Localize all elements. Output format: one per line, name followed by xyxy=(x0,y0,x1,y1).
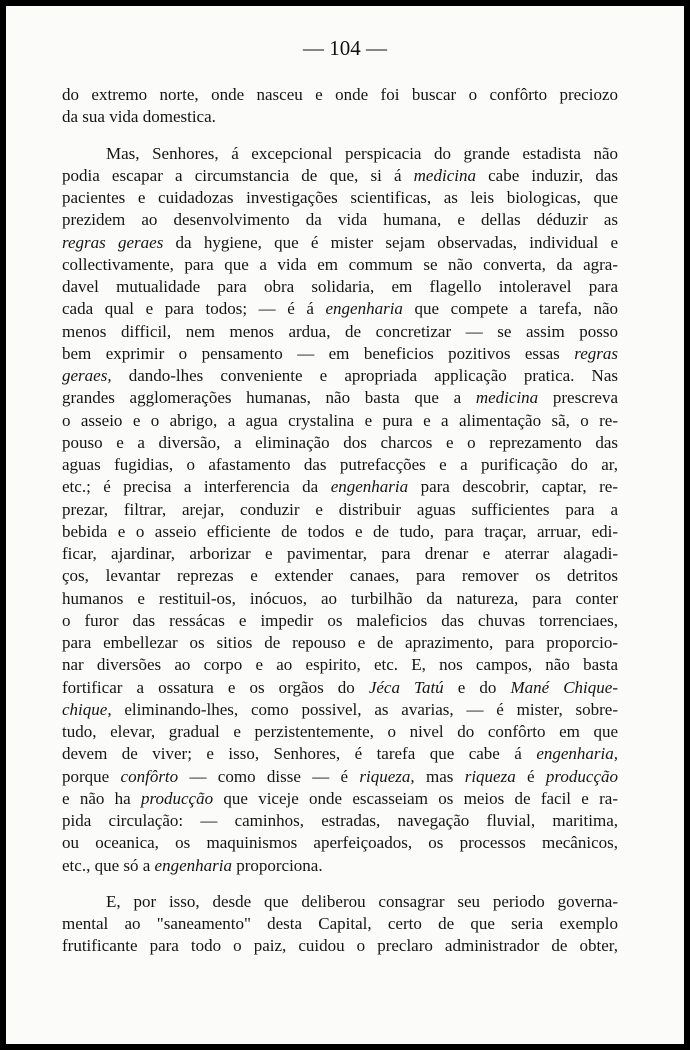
italic-term: riqueza xyxy=(464,766,516,786)
text-segment: dando-lhes conveniente e apropriada applicação pratica. Nas xyxy=(111,366,618,385)
text-line: mental ao "saneamento" desta Capital, certo de que seria exemplo xyxy=(62,914,618,933)
text-segment: e não ha xyxy=(62,788,141,808)
text-segment: proporciona. xyxy=(231,855,323,875)
text-segment: porque xyxy=(62,766,121,786)
text-line: bebida e o asseio efficiente de todos e de tudo, para traçar, arruar, edi- xyxy=(62,521,618,541)
text-line: tudo, elevar, gradual e perzistentemente, o nivel do confôrto em que xyxy=(62,722,618,741)
text-segment: — como disse — é xyxy=(178,766,360,786)
text-line xyxy=(62,232,618,254)
text-line: ou oceanica, os maquinismos aperfeiçoados, os processos mecânicos, xyxy=(62,833,618,853)
text-line: do extremo norte, onde nasceu e onde foi buscar o confôrto preciozo xyxy=(62,85,618,104)
text-line xyxy=(62,743,618,765)
text-line: pouso e a diversão, a eliminação dos charcos e o reprezamento das xyxy=(62,432,618,452)
paragraph-gap xyxy=(62,129,618,143)
italic-term: regras xyxy=(574,343,618,363)
text-line: davel mutualidade para obra solidaria, em flagello intoleravel para xyxy=(62,277,618,296)
italic-term: geraes, xyxy=(62,366,112,385)
italic-term: producção xyxy=(545,766,618,786)
text-segment: mas xyxy=(414,766,465,786)
text-segment: bem exprimir o pensamento — em beneficios pozitivos essas xyxy=(62,343,575,363)
text-segment: etc., que só a xyxy=(62,855,155,875)
text-segment: é xyxy=(515,766,546,786)
text-line: collectivamente, para que a vida em commum se não converta, da agra- xyxy=(62,254,618,274)
text-line: pida circulação: — caminhos, estradas, navegação fluvial, maritima, xyxy=(62,811,618,830)
italic-term: regras geraes xyxy=(62,232,164,252)
paragraph xyxy=(62,143,618,877)
italic-term: engenharia xyxy=(154,855,232,875)
text-line: nar diversões ao corpo e ao espirito, etc. E, nos campos, não basta xyxy=(62,655,618,675)
text-segment: que viceje onde escasseiam os meios de facil e ra- xyxy=(213,788,618,808)
text-line xyxy=(62,298,618,320)
text-segment: devem de viver; e isso, Senhores, é tarefa que cabe á xyxy=(62,744,537,764)
page-number: — 104 — xyxy=(303,36,387,60)
text-line: da sua vida domestica. xyxy=(62,107,216,127)
paragraph-gap xyxy=(62,877,618,891)
text-segment: que compete a tarefa, não xyxy=(402,299,618,319)
text-segment: podia escapar a circumstancia de que, si á xyxy=(62,165,414,185)
text-line: o furor das ressácas e impedir os maleficios das chuvas torrenciaes, xyxy=(62,610,618,630)
text-line: ços, levantar reprezas e extender canaes, para remover os detritos xyxy=(62,566,618,586)
text-segment: cabe induzir, das xyxy=(475,165,618,185)
text-line xyxy=(62,365,618,387)
text-line: humanos e restituil-os, inócuos, ao turbilhão da natureza, para conter xyxy=(62,588,618,608)
text-segment: e do xyxy=(443,677,511,697)
text-line: menos difficil, nem menos ardua, de concretizar — se assim posso xyxy=(62,321,618,341)
body-text xyxy=(62,84,618,958)
text-line: ficar, ajardinar, arborizar e pavimentar, para drenar e aterrar alagadi- xyxy=(62,544,618,563)
text-segment: prescreva xyxy=(538,388,618,408)
text-line xyxy=(62,699,618,721)
text-line xyxy=(62,165,618,187)
italic-term: engenharia, xyxy=(536,744,618,764)
text-line xyxy=(62,855,618,877)
text-line xyxy=(62,788,618,810)
text-segment: fortificar a ossatura e os orgãos do xyxy=(62,677,369,697)
paragraph xyxy=(62,891,618,958)
paragraph xyxy=(62,84,618,129)
text-line xyxy=(62,343,618,365)
text-segment: grandes agglomerações humanas, não basta que a xyxy=(62,388,476,408)
text-segment: eliminando-lhes, como possivel, as avarias, — é mister, sobre- xyxy=(111,699,618,719)
italic-term: chique, xyxy=(62,699,112,719)
italic-term: engenharia xyxy=(330,477,409,497)
text-line xyxy=(62,766,618,788)
text-line: aguas fugidias, o afastamento das putrefacções e a purificação do ar, xyxy=(62,455,618,474)
text-segment: etc.; é precisa a interferencia da xyxy=(62,477,331,497)
text-segment: da hygiene, que é mister sejam observadas, individual e xyxy=(163,232,618,252)
text-line: prezidem ao desenvolvimento da vida humana, e dellas déduzir as xyxy=(62,210,618,230)
text-line: E, por isso, desde que deliberou consagrar seu periodo governa- xyxy=(106,891,618,911)
text-line: o asseio e o abrigo, a agua crystalina e pura e a alimentação sã, o re- xyxy=(62,410,618,430)
text-line: para embellezar os sitios de repouso e de aprazimento, para proporcio- xyxy=(62,633,618,652)
text-line: Mas, Senhores, á excepcional perspicacia do grande estadista não xyxy=(106,143,618,163)
text-segment: para descobrir, captar, re- xyxy=(408,477,618,497)
italic-term: medicina xyxy=(413,165,476,185)
text-line: pacientes e cuidadozas investigações scientificas, as leis biologicas, que xyxy=(62,188,618,207)
italic-term: producção xyxy=(141,788,214,808)
text-line: frutificante para todo o paiz, cuidou o preclaro administrador de obter, xyxy=(62,936,618,956)
italic-term: engenharia xyxy=(325,299,403,319)
italic-term: Jéca Tatú xyxy=(368,677,444,697)
document-page xyxy=(6,6,684,1044)
text-line xyxy=(62,476,618,498)
italic-term: confôrto xyxy=(120,766,179,786)
text-line xyxy=(62,677,618,699)
italic-term: medicina xyxy=(475,388,539,408)
text-line: prezar, filtrar, arejar, conduzir e distribuir aguas sufficientes para a xyxy=(62,499,618,519)
text-segment: cada qual e para todos; — é á xyxy=(62,299,326,319)
italic-term: Mané Chique- xyxy=(510,677,618,697)
italic-term: riqueza, xyxy=(359,766,415,786)
text-line xyxy=(62,387,618,409)
